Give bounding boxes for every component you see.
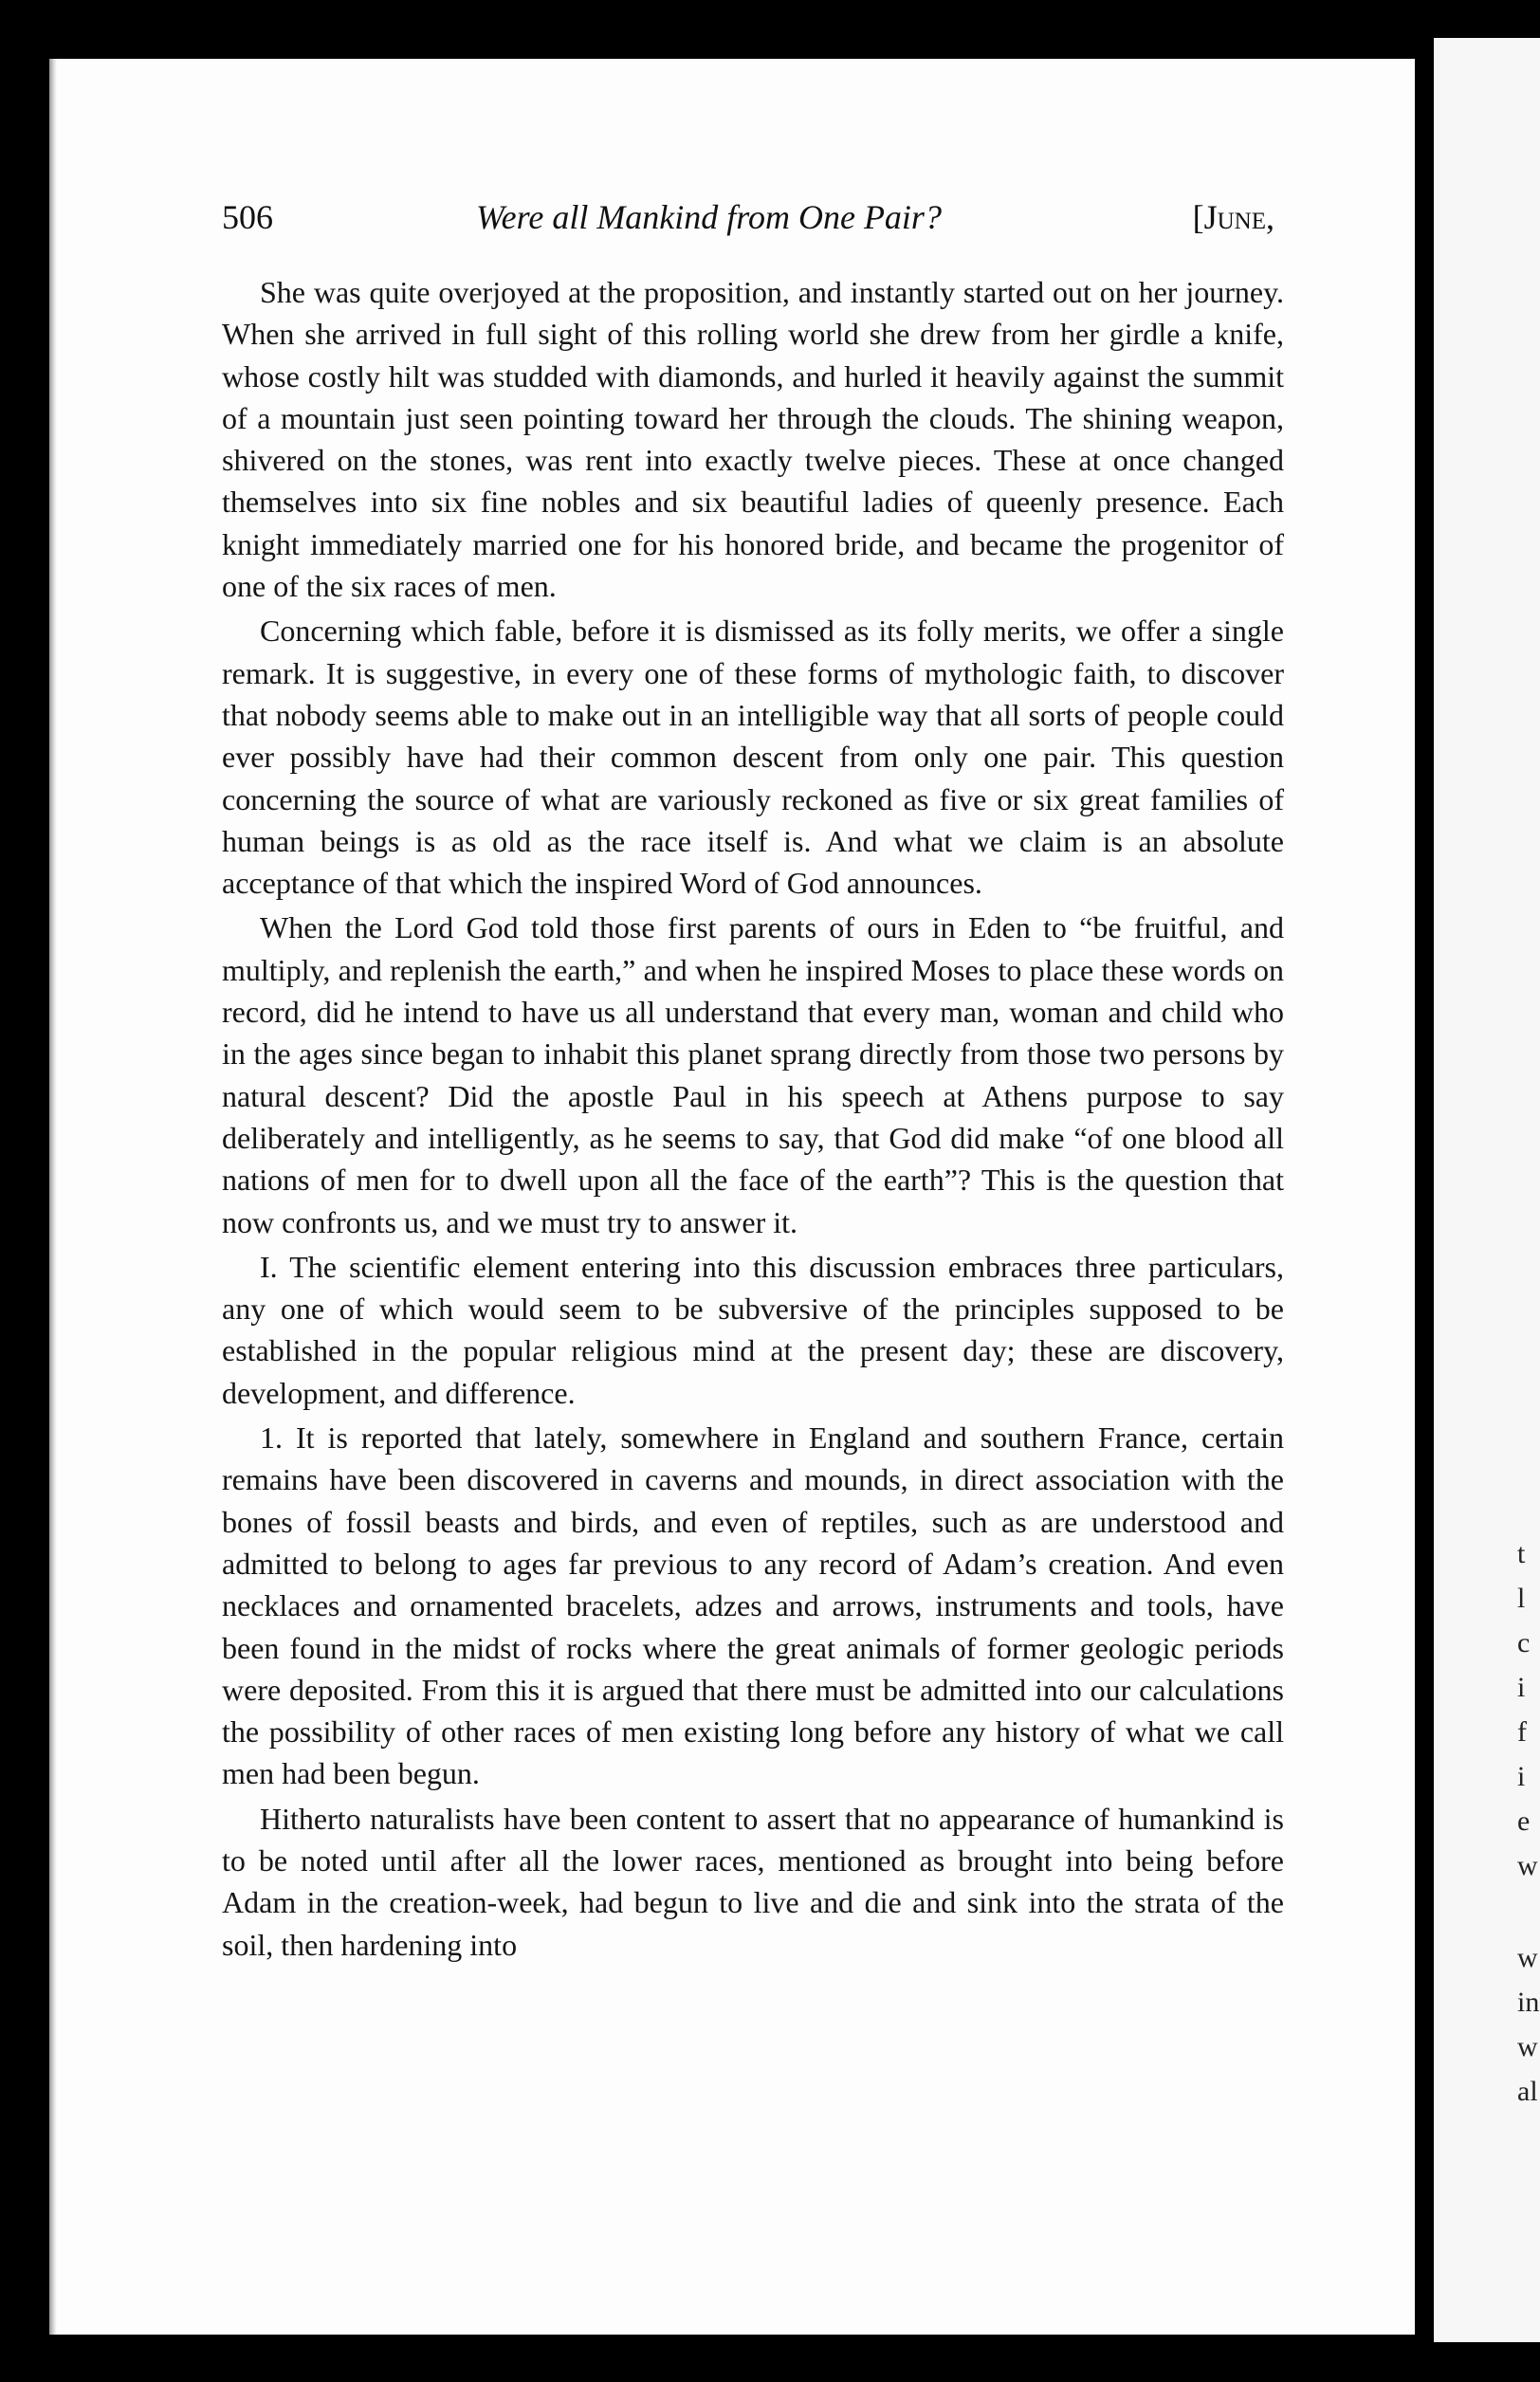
fragment: w: [1517, 2031, 1538, 2062]
page-edge-shadow: [49, 59, 57, 2335]
fragment: l: [1517, 1583, 1526, 1614]
fragment: e: [1517, 1805, 1531, 1837]
fragment: t: [1517, 1538, 1526, 1569]
paragraph: I. The scientific element entering into this discussion embraces three particulars, any one of which would seem to be subversive of the principles supposed to be established in the popular religious mind at the present day; these are discovery, development, and difference.: [222, 1249, 1284, 1410]
fragment: w: [1517, 1850, 1538, 1881]
fragment: al: [1517, 2076, 1538, 2107]
paragraph: 1. It is reported that lately, somewhere in England and southern France, certain remains have been discovered in caverns and mounds, in direct association with the bones of fossil beasts and birds, and even of reptiles, such as are understood and admitted to belong to ages far previous to any record of Adam’s creation. And even necklaces and ornamented bracelets, adzes and arrows, instruments and tools, have been found in the midst of rocks where the great animals of former geologic periods were deposited. From this it is argued that there must be admitted into our calculations the possibility of other races of men existing long before any history of what we call men had been begun.: [222, 1420, 1284, 1791]
fragment: f: [1517, 1716, 1527, 1748]
fragment: i: [1517, 1672, 1526, 1703]
fragment-gap: [1517, 1888, 1540, 1935]
paragraph: Hitherto naturalists have been content to assert that no appearance of humankind is to be noted until after all the lower races, mentioned as brought into being before Adam in the creation-week, had begun to live and die and sink into the strata of the soil, then hardening into: [222, 1801, 1284, 1962]
paragraph: Concerning which fable, before it is dismissed as its folly merits, we offer a single remark. It is suggestive, in every one of these forms of mythologic faith, to discover that nobody seems able to make out in an intelligible way that all sorts of people could ever possibly have had their common descent from only one pair. This question concerning the source of what are variously reckoned as five or six great families of human beings is as old as the race itself is. And what we claim is an absolute acceptance of that which the inspired Word of God announces.: [222, 614, 1284, 901]
running-title: Were all Mankind from One Pair?: [476, 198, 942, 236]
book-gutter: [1415, 38, 1434, 2342]
paragraph: When the Lord God told those first parents of ours in Eden to “be fruitful, and multiply, and replenish the earth,” and when he inspired Moses to place these words on record, did he intend to have us all understand that every man, woman and child who in the ages since began to inhabit this planet sprang directly from those two persons by natural descent? Did the apostle Paul in his speech at Athens purpose to say deliberately and intelligently, as he seems to say, that God did make “of one blood all nations of men for to dwell upon all the face of the earth”? This is the question that now confronts us, and we must try to answer it.: [222, 910, 1284, 1239]
running-month: [June,: [1192, 198, 1274, 236]
facing-page-text-fragments: [1517, 1531, 1540, 2114]
fragment: w: [1517, 1942, 1538, 1973]
fragment: c: [1517, 1627, 1531, 1658]
running-header: [222, 197, 1274, 245]
body-text: [222, 271, 1284, 1969]
paragraph: She was quite overjoyed at the proposition, and instantly started out on her journey. When she arrived in full sight of this rolling world she drew from her girdle a knife, whose costly hilt was studded with diamonds, and hurled it heavily against the summit of a mountain just seen pointing toward her through the clouds. The shining weapon, shivered on the stones, was rent into exactly twelve pieces. These at once changed themselves into six fine nobles and six beautiful ladies of queenly presence. Each knight immediately married one for his honored bride, and became the progenitor of one of the six races of men.: [222, 275, 1284, 604]
page-number: 506: [222, 198, 273, 236]
fragment: in: [1517, 1987, 1540, 2018]
fragment: i: [1517, 1761, 1526, 1792]
